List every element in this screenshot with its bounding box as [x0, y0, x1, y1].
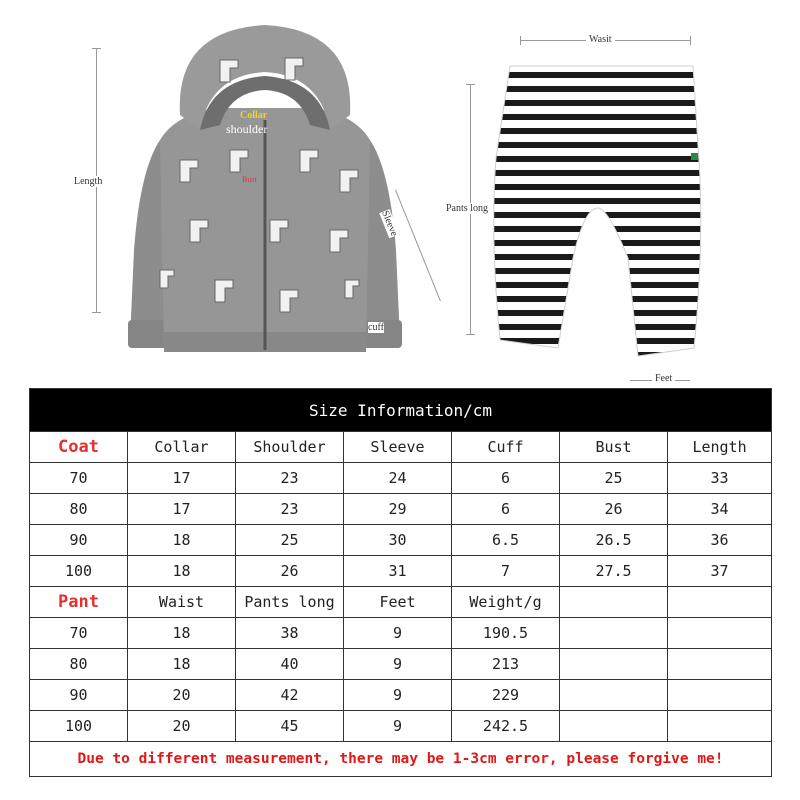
table-cell: 31 [344, 556, 452, 587]
table-title-row [30, 389, 772, 432]
waist-left-tick [520, 36, 521, 45]
table-cell: 17 [128, 494, 236, 525]
table-cell: 17 [128, 463, 236, 494]
coat-header-row [30, 432, 772, 463]
empty-cell [668, 711, 772, 742]
table-cell: 25 [236, 525, 344, 556]
table-cell: 34 [668, 494, 772, 525]
empty-cell [560, 680, 668, 711]
table-cell: 23 [236, 463, 344, 494]
empty-cell [668, 649, 772, 680]
length-top-tick [92, 48, 101, 49]
table-row [30, 680, 772, 711]
empty-cell [668, 618, 772, 649]
table-cell: 27.5 [560, 556, 668, 587]
product-photo-area [0, 0, 800, 390]
empty-cell [668, 587, 772, 618]
striped-pants-image [488, 58, 708, 358]
table-cell: 26 [236, 556, 344, 587]
table-cell: 29 [344, 494, 452, 525]
column-header: Weight/g [452, 587, 560, 618]
pants-long-bottom-tick [466, 334, 475, 335]
column-header: Pants long [236, 587, 344, 618]
table-row [30, 463, 772, 494]
sleeve-label: Sleeve [379, 209, 400, 238]
table-row [30, 525, 772, 556]
table-row [30, 649, 772, 680]
table-cell: 6 [452, 463, 560, 494]
waist-label: Wasit [586, 34, 615, 45]
table-cell: 20 [128, 680, 236, 711]
hooded-jacket-image [120, 20, 410, 365]
size-cell: 80 [30, 494, 128, 525]
table-cell: 18 [128, 556, 236, 587]
table-cell: 9 [344, 649, 452, 680]
table-cell: 26.5 [560, 525, 668, 556]
size-cell: 70 [30, 618, 128, 649]
table-row [30, 556, 772, 587]
waist-right-tick [690, 36, 691, 45]
table-cell: 24 [344, 463, 452, 494]
table-row [30, 711, 772, 742]
table-cell: 9 [344, 711, 452, 742]
table-cell: 229 [452, 680, 560, 711]
table-cell: 37 [668, 556, 772, 587]
empty-cell [560, 587, 668, 618]
table-cell: 40 [236, 649, 344, 680]
table-cell: 9 [344, 618, 452, 649]
note-row [30, 742, 772, 777]
cuff-label: cuff [368, 322, 384, 333]
size-cell: 70 [30, 463, 128, 494]
feet-label: Feet [652, 373, 675, 384]
shoulder-label: shoulder [226, 122, 268, 136]
table-cell: 25 [560, 463, 668, 494]
measurement-error-note: Due to different measurement, there may be 1-3cm error, please forgive me! [30, 742, 772, 777]
length-label: Length [74, 176, 103, 187]
table-cell: 213 [452, 649, 560, 680]
empty-cell [560, 618, 668, 649]
table-cell: 18 [128, 618, 236, 649]
pants-long-label: Pants long [446, 203, 488, 214]
table-cell: 26 [560, 494, 668, 525]
pant-header-row [30, 587, 772, 618]
table-cell: 9 [344, 680, 452, 711]
table-cell: 20 [128, 711, 236, 742]
coat-section-label: Coat [30, 432, 128, 463]
table-cell: 6.5 [452, 525, 560, 556]
length-bottom-tick [92, 312, 101, 313]
table-cell: 30 [344, 525, 452, 556]
size-cell: 100 [30, 711, 128, 742]
column-header: Collar [128, 432, 236, 463]
table-cell: 33 [668, 463, 772, 494]
table-cell: 18 [128, 649, 236, 680]
size-cell: 90 [30, 525, 128, 556]
collar-label: Collar [240, 110, 268, 121]
column-header: Feet [344, 587, 452, 618]
pants-long-top-tick [466, 84, 475, 85]
table-row [30, 494, 772, 525]
table-cell: 42 [236, 680, 344, 711]
table-cell: 18 [128, 525, 236, 556]
column-header: Shoulder [236, 432, 344, 463]
table-cell: 36 [668, 525, 772, 556]
table-cell: 7 [452, 556, 560, 587]
empty-cell [560, 711, 668, 742]
column-header: Length [668, 432, 772, 463]
size-cell: 80 [30, 649, 128, 680]
column-header: Sleeve [344, 432, 452, 463]
table-cell: 6 [452, 494, 560, 525]
empty-cell [668, 680, 772, 711]
pant-section-label: Pant [30, 587, 128, 618]
table-row [30, 618, 772, 649]
column-header: Cuff [452, 432, 560, 463]
empty-cell [560, 649, 668, 680]
table-cell: 38 [236, 618, 344, 649]
column-header: Waist [128, 587, 236, 618]
bust-label: Bust [242, 175, 257, 184]
table-cell: 45 [236, 711, 344, 742]
table-cell: 190.5 [452, 618, 560, 649]
table-cell: 23 [236, 494, 344, 525]
size-information-table [29, 388, 772, 777]
column-header: Bust [560, 432, 668, 463]
size-cell: 100 [30, 556, 128, 587]
table-cell: 242.5 [452, 711, 560, 742]
size-cell: 90 [30, 680, 128, 711]
table-title: Size Information/cm [30, 389, 772, 432]
